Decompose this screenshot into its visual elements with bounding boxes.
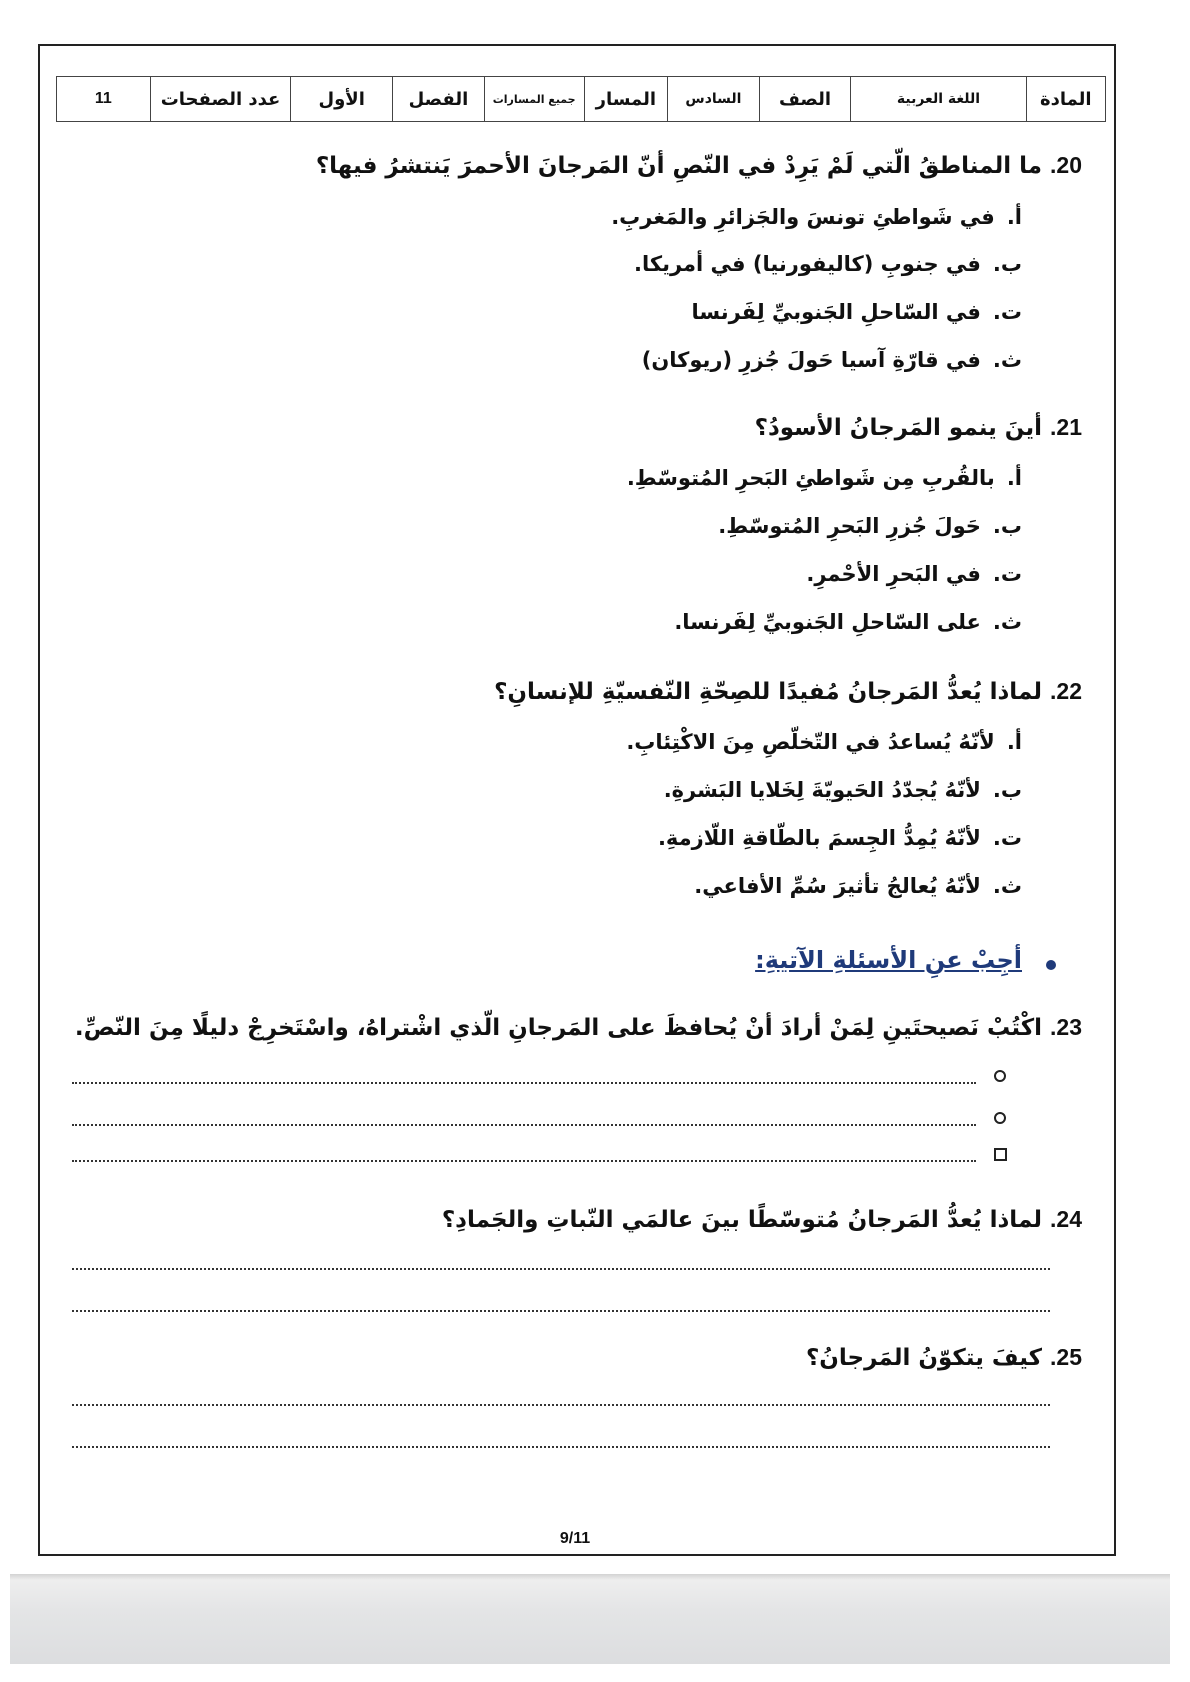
option-letter: ث. — [992, 348, 1022, 372]
track-label: المسار — [584, 77, 668, 122]
question-22 — [494, 678, 1082, 705]
option-20-d[interactable] — [642, 348, 1022, 372]
option-text: على السّاحلِ الجَنوبيِّ لِفَرنسا. — [674, 610, 981, 634]
question-number: 21. — [1050, 414, 1082, 440]
question-text: لماذا يُعدُّ المَرجانُ مُتوسّطًا بينَ عالمَي النّباتِ والجَمادِ؟ — [441, 1207, 1042, 1233]
option-letter: ب. — [992, 778, 1022, 802]
answer-line-25-1[interactable] — [72, 1404, 1050, 1406]
question-21 — [755, 414, 1082, 441]
option-letter: ت. — [992, 300, 1022, 324]
question-20 — [316, 152, 1082, 179]
option-text: في جنوبِ (كاليفورنيا) في أمريكا. — [634, 252, 981, 276]
answer-line-24-2[interactable] — [72, 1310, 1050, 1312]
question-number: 25. — [1050, 1344, 1082, 1370]
option-letter: ب. — [992, 514, 1022, 538]
subject-value: اللغة العربية — [851, 77, 1026, 122]
option-21-c[interactable] — [806, 562, 1022, 586]
option-22-c[interactable] — [658, 826, 1022, 850]
square-bullet-icon — [994, 1148, 1007, 1161]
section-heading: أجِبْ عنِ الأسئلةِ الآتيةِ: — [755, 946, 1022, 974]
option-letter: ث. — [992, 874, 1022, 898]
option-20-a[interactable] — [611, 205, 1022, 229]
track-value: جميع المسارات — [484, 77, 584, 122]
option-text: لأنّهُ يُساعدُ في التّخلّصِ مِنَ الاكْتِئابِ. — [626, 730, 995, 754]
section-bullet-icon — [1046, 960, 1056, 970]
question-text: اكْتُبْ نَصيحتَينِ لِمَنْ أرادَ أنْ يُحافظَ على المَرجانِ الّذي اشْتراهُ، واسْتَخرِجْ دليلًا مِنَ النّصِّ. — [74, 1015, 1042, 1041]
answer-line-24-1[interactable] — [72, 1268, 1050, 1270]
option-text: لأنّهُ يُجدّدُ الحَيويّةَ لِخَلايا البَشرةِ. — [663, 778, 981, 802]
option-letter: ت. — [992, 562, 1022, 586]
answer-line-23-2[interactable] — [72, 1124, 976, 1126]
option-letter: أ. — [1006, 730, 1022, 754]
question-text: أينَ ينمو المَرجانُ الأسودُ؟ — [754, 415, 1042, 441]
option-21-b[interactable] — [718, 514, 1022, 538]
header-table — [56, 76, 1106, 122]
term-value: الأول — [291, 77, 393, 122]
option-22-a[interactable] — [626, 730, 1022, 754]
question-number: 20. — [1050, 152, 1082, 178]
page-number: 9/11 — [559, 1530, 591, 1547]
question-text: لماذا يُعدُّ المَرجانُ مُفيدًا للصِحّةِ النّفسيّةِ للإنسانِ؟ — [494, 679, 1042, 705]
question-number: 24. — [1050, 1206, 1082, 1232]
grade-label: الصف — [759, 77, 851, 122]
option-letter: أ. — [1006, 466, 1022, 490]
option-text: في قارّةِ آسيا حَولَ جُزرِ (ريوكان) — [641, 348, 981, 372]
question-number: 22. — [1050, 678, 1082, 704]
question-text: كيفَ يتكوّنُ المَرجانُ؟ — [805, 1345, 1042, 1371]
subject-label: المادة — [1026, 77, 1105, 122]
option-letter: ث. — [992, 610, 1022, 634]
option-letter: أ. — [1006, 205, 1022, 229]
question-24 — [442, 1206, 1082, 1233]
option-text: بالقُربِ مِن شَواطئِ البَحرِ المُتوسّطِ. — [626, 466, 995, 490]
option-text: لأنّهُ يُعالجُ تأثيرَ سُمِّ الأفاعي. — [694, 874, 981, 898]
grade-value: السادس — [668, 77, 760, 122]
question-25 — [806, 1344, 1082, 1371]
answer-line-23-1[interactable] — [72, 1082, 976, 1084]
option-text: في شَواطئِ تونسَ والجَزائرِ والمَغربِ. — [611, 205, 995, 229]
option-text: حَولَ جُزرِ البَحرِ المُتوسّطِ. — [718, 514, 981, 538]
option-letter: ت. — [992, 826, 1022, 850]
circle-bullet-icon — [994, 1112, 1006, 1124]
answer-line-25-2[interactable] — [72, 1446, 1050, 1448]
pages-label: عدد الصفحات — [150, 77, 291, 122]
option-20-b[interactable] — [634, 252, 1022, 276]
option-letter: ب. — [992, 252, 1022, 276]
option-text: في السّاحلِ الجَنوبيِّ لِفَرنسا — [691, 300, 981, 324]
option-22-d[interactable] — [694, 874, 1022, 898]
option-text: لأنّهُ يُمِدُّ الجِسمَ بالطّاقةِ اللّازمةِ. — [657, 826, 981, 850]
option-text: في البَحرِ الأحْمرِ. — [806, 562, 981, 586]
pages-value: 11 — [57, 77, 151, 122]
option-20-c[interactable] — [691, 300, 1022, 324]
option-22-b[interactable] — [664, 778, 1022, 802]
term-label: الفصل — [393, 77, 485, 122]
circle-bullet-icon — [994, 1070, 1006, 1082]
scan-background-strip — [10, 1574, 1170, 1664]
question-23 — [75, 1014, 1082, 1041]
question-number: 23. — [1050, 1014, 1082, 1040]
answer-line-23-3[interactable] — [72, 1160, 976, 1162]
option-21-a[interactable] — [627, 466, 1022, 490]
question-text: ما المناطقُ الّتي لَمْ يَرِدْ في النّصِ أنّ المَرجانَ الأحمرَ يَنتشرُ فيها؟ — [315, 153, 1042, 179]
option-21-d[interactable] — [674, 610, 1022, 634]
